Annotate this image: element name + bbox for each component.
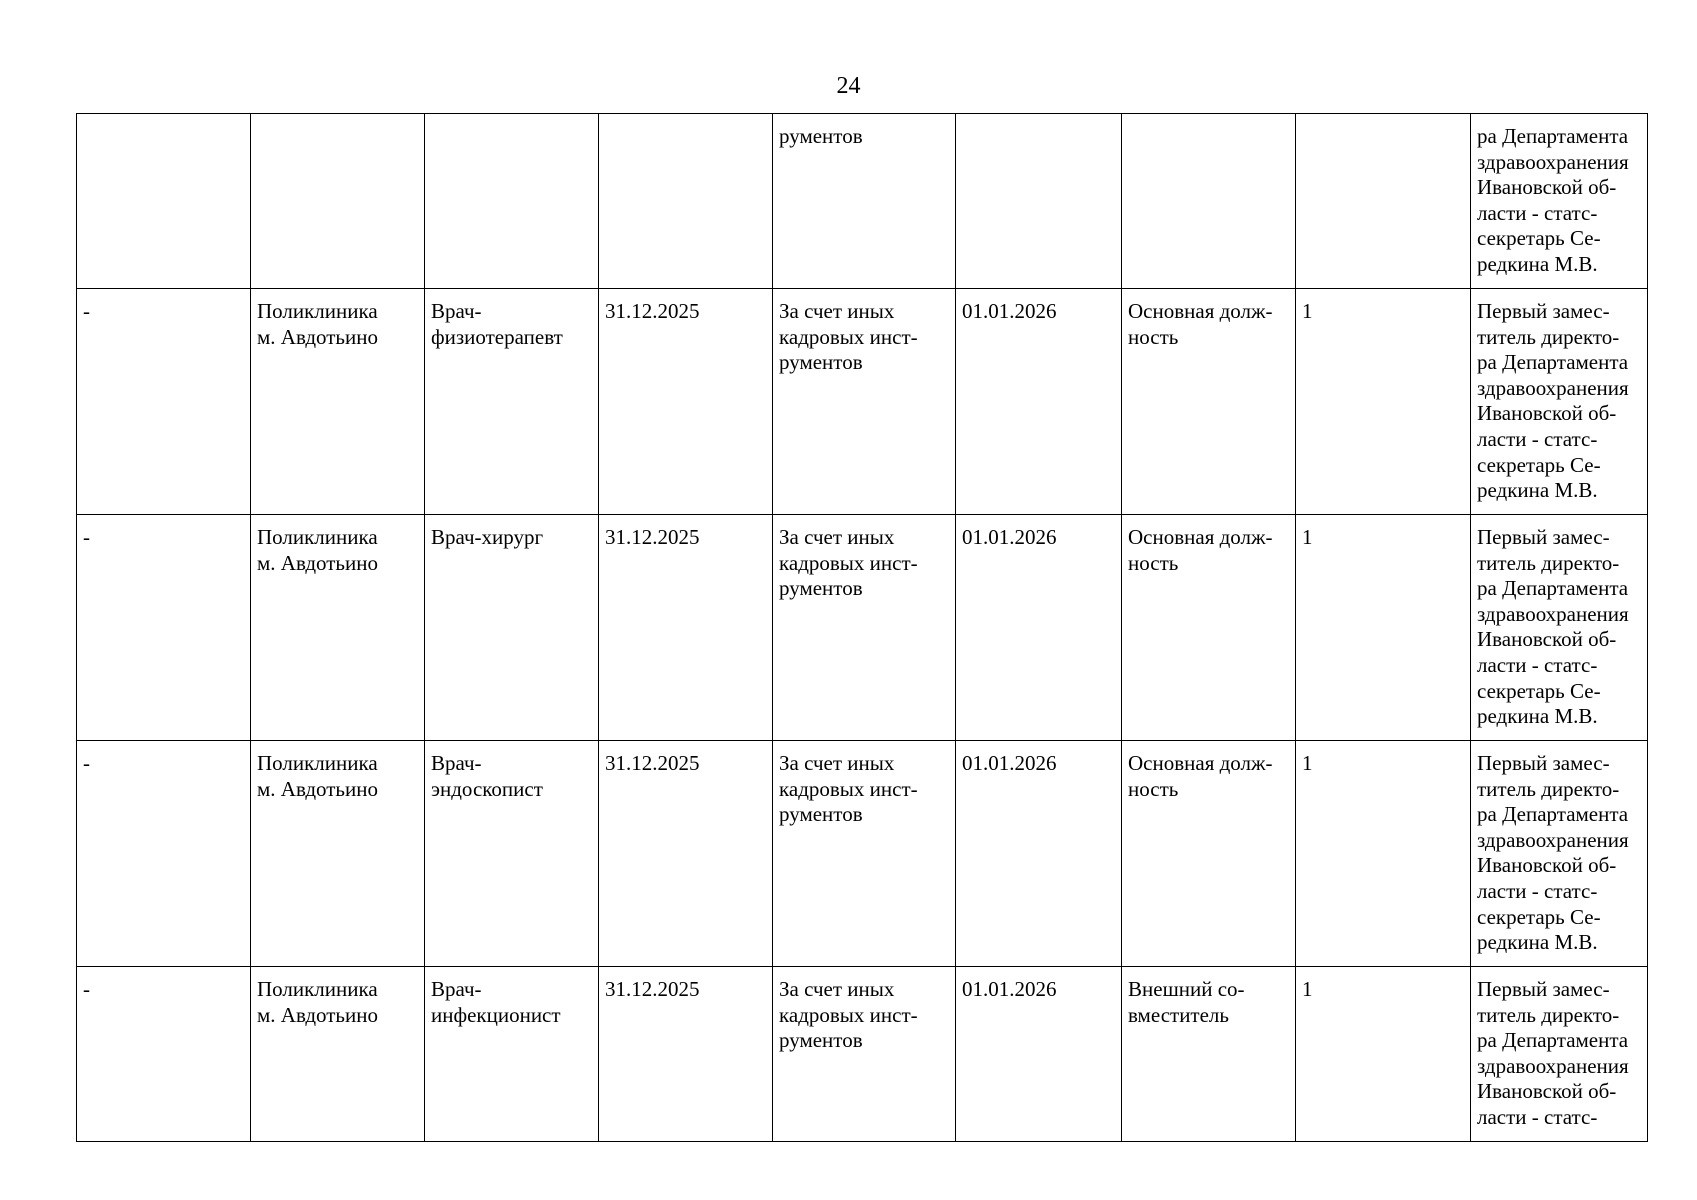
table-cell-responsible: Первый замес- титель директо- ра Департамента здравоохранения Ивановской об- ласти - статс- секретарь Се- редкина М.В. (1471, 515, 1648, 741)
table-cell-count: 1 (1296, 515, 1471, 741)
table-cell-start-date: 01.01.2026 (956, 967, 1122, 1142)
table-row (77, 114, 1648, 289)
table-cell-position: Врач- инфекционист (425, 967, 599, 1142)
table-row (77, 515, 1648, 741)
table-cell-department: Поликлиника м. Авдотьино (251, 741, 425, 967)
table-cell-date (599, 114, 773, 289)
table-cell-start-date: 01.01.2026 (956, 741, 1122, 967)
table-cell-employment-type: Основная долж- ность (1122, 741, 1296, 967)
table-cell-date: 31.12.2025 (599, 289, 773, 515)
table-cell-position: Врач- физиотерапевт (425, 289, 599, 515)
table-cell-employment-type: Внешний со- вместитель (1122, 967, 1296, 1142)
table-cell-position: Врач-хирург (425, 515, 599, 741)
table-row (77, 741, 1648, 967)
page-number: 24 (836, 73, 861, 99)
table-cell-number (77, 114, 251, 289)
table-cell-number: - (77, 741, 251, 967)
table-cell-employment-type (1122, 114, 1296, 289)
table-row (77, 289, 1648, 515)
table-cell-date: 31.12.2025 (599, 515, 773, 741)
table-cell-start-date: 01.01.2026 (956, 289, 1122, 515)
table-cell-source: рументов (773, 114, 956, 289)
table-cell-date: 31.12.2025 (599, 741, 773, 967)
table-cell-source: За счет иных кадровых инст- рументов (773, 289, 956, 515)
table-cell-number: - (77, 967, 251, 1142)
table-cell-source: За счет иных кадровых инст- рументов (773, 741, 956, 967)
table-cell-source: За счет иных кадровых инст- рументов (773, 967, 956, 1142)
table-cell-responsible: Первый замес- титель директо- ра Департамента здравоохранения Ивановской об- ласти - статс- секретарь Се- редкина М.В. (1471, 741, 1648, 967)
table-cell-source: За счет иных кадровых инст- рументов (773, 515, 956, 741)
table-cell-start-date: 01.01.2026 (956, 515, 1122, 741)
table-cell-responsible: Первый замес- титель директо- ра Департамента здравоохранения Ивановской об- ласти - статс- (1471, 967, 1648, 1142)
table-cell-start-date (956, 114, 1122, 289)
table-cell-position: Врач- эндоскопист (425, 741, 599, 967)
table-cell-count: 1 (1296, 741, 1471, 967)
table-row (77, 967, 1648, 1142)
table-cell-date: 31.12.2025 (599, 967, 773, 1142)
table-cell-responsible: ра Департамента здравоохранения Ивановской об- ласти - статс- секретарь Се- редкина М.В. (1471, 114, 1648, 289)
table-cell-count: 1 (1296, 967, 1471, 1142)
table-cell-employment-type: Основная долж- ность (1122, 515, 1296, 741)
table-cell-count: 1 (1296, 289, 1471, 515)
table-cell-department: Поликлиника м. Авдотьино (251, 967, 425, 1142)
table-cell-department: Поликлиника м. Авдотьино (251, 515, 425, 741)
table-cell-responsible: Первый замес- титель директо- ра Департамента здравоохранения Ивановской об- ласти - статс- секретарь Се- редкина М.В. (1471, 289, 1648, 515)
table-cell-position (425, 114, 599, 289)
table-cell-number: - (77, 289, 251, 515)
staffing-table (76, 113, 1648, 1142)
table-cell-department: Поликлиника м. Авдотьино (251, 289, 425, 515)
table-cell-department (251, 114, 425, 289)
table-cell-count (1296, 114, 1471, 289)
table-cell-number: - (77, 515, 251, 741)
table-cell-employment-type: Основная долж- ность (1122, 289, 1296, 515)
